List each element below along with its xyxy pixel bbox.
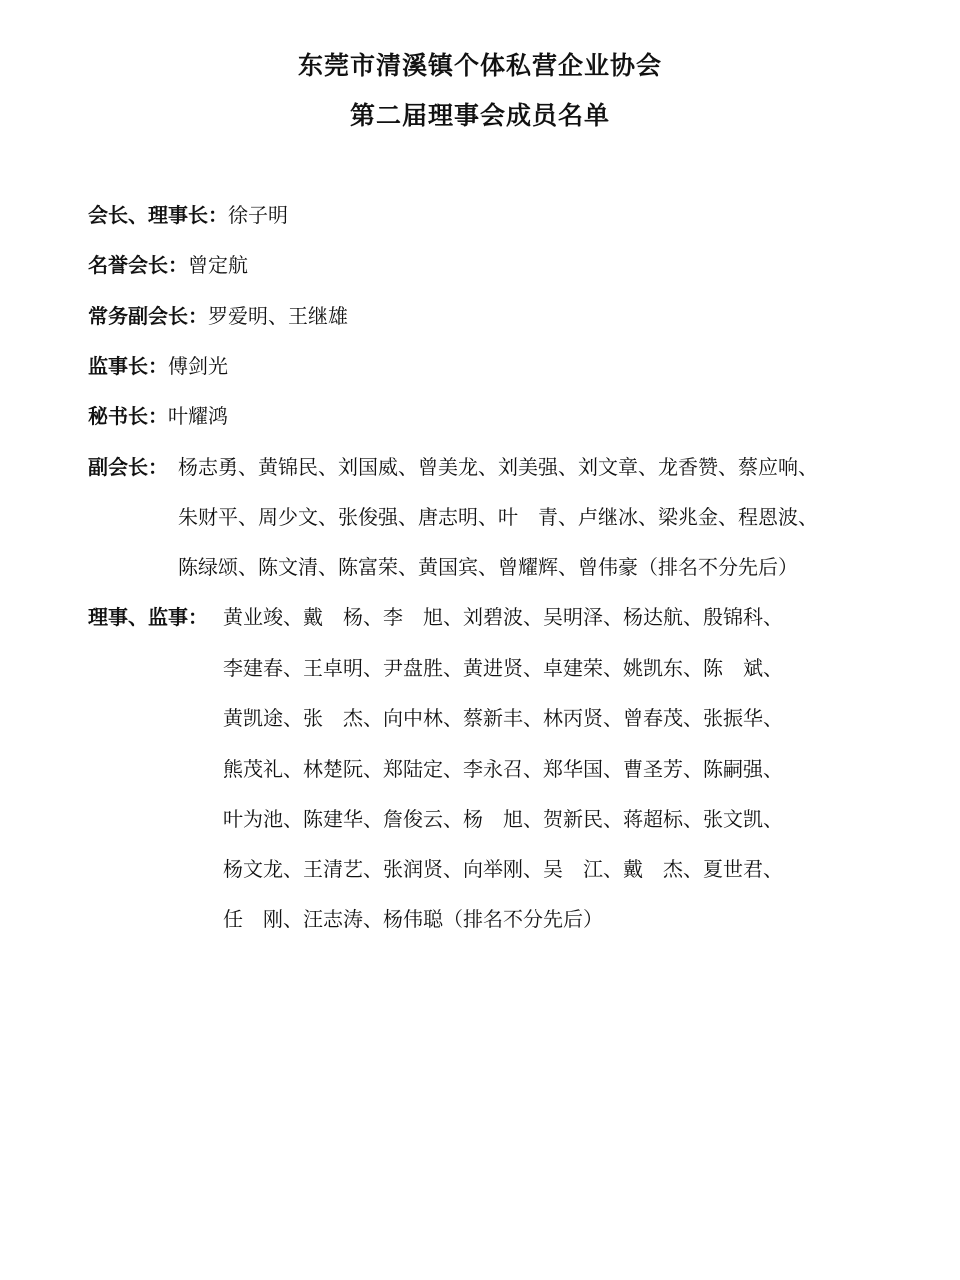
vice-president-line: 杨志勇、黄锦民、刘国威、曾美龙、刘美强、刘文章、龙香赞、蔡应响、 [178, 455, 818, 479]
officer-row-president [88, 203, 288, 227]
director-line: 叶为池、陈建华、詹俊云、杨 旭、贺新民、蒋超标、张文凯、 [223, 807, 783, 831]
officer-value: 曾定航 [188, 253, 248, 277]
officer-row-chief-supervisor [88, 354, 228, 378]
officer-label: 监事长： [88, 354, 168, 378]
officer-value: 徐子明 [228, 203, 288, 227]
director-line: 熊茂礼、林楚阮、郑陆定、李永召、郑华国、曹圣芳、陈嗣强、 [223, 757, 783, 781]
vice-president-label-row [88, 455, 168, 479]
vice-president-line: 陈绿颂、陈文清、陈富荣、黄国宾、曾耀辉、曾伟豪（排名不分先后） [178, 555, 798, 579]
director-line: 任 刚、汪志涛、杨伟聪（排名不分先后） [223, 907, 603, 931]
vice-president-line: 朱财平、周少文、张俊强、唐志明、叶 青、卢继冰、梁兆金、程恩波、 [178, 505, 818, 529]
officer-row-executive-vp [88, 304, 348, 328]
director-line: 黄业竣、戴 杨、李 旭、刘碧波、吴明泽、杨达航、殷锦科、 [223, 605, 783, 629]
officer-value: 傅剑光 [168, 354, 228, 378]
document-title: 东莞市清溪镇个体私营企业协会 [297, 51, 662, 80]
director-line: 杨文龙、王清艺、张润贤、向举刚、吴 江、戴 杰、夏世君、 [223, 857, 783, 881]
officer-label: 常务副会长： [88, 304, 208, 328]
officer-label: 秘书长： [88, 404, 168, 428]
officer-value: 罗爱明、王继雄 [208, 304, 348, 328]
directors-label: 理事、监事： [88, 605, 208, 629]
officer-label: 会长、理事长： [88, 203, 228, 227]
vice-president-label: 副会长： [88, 455, 168, 479]
directors-label-row [88, 605, 208, 629]
officer-row-secretary-general [88, 404, 228, 428]
director-line: 黄凯途、张 杰、向中林、蔡新丰、林丙贤、曾春茂、张振华、 [223, 706, 783, 730]
director-line: 李建春、王卓明、尹盘胜、黄进贤、卓建荣、姚凯东、陈 斌、 [223, 656, 783, 680]
document-subtitle: 第二届理事会成员名单 [349, 101, 610, 130]
officer-row-honorary-president [88, 253, 248, 277]
officer-label: 名誉会长： [88, 253, 188, 277]
officer-value: 叶耀鸿 [168, 404, 228, 428]
